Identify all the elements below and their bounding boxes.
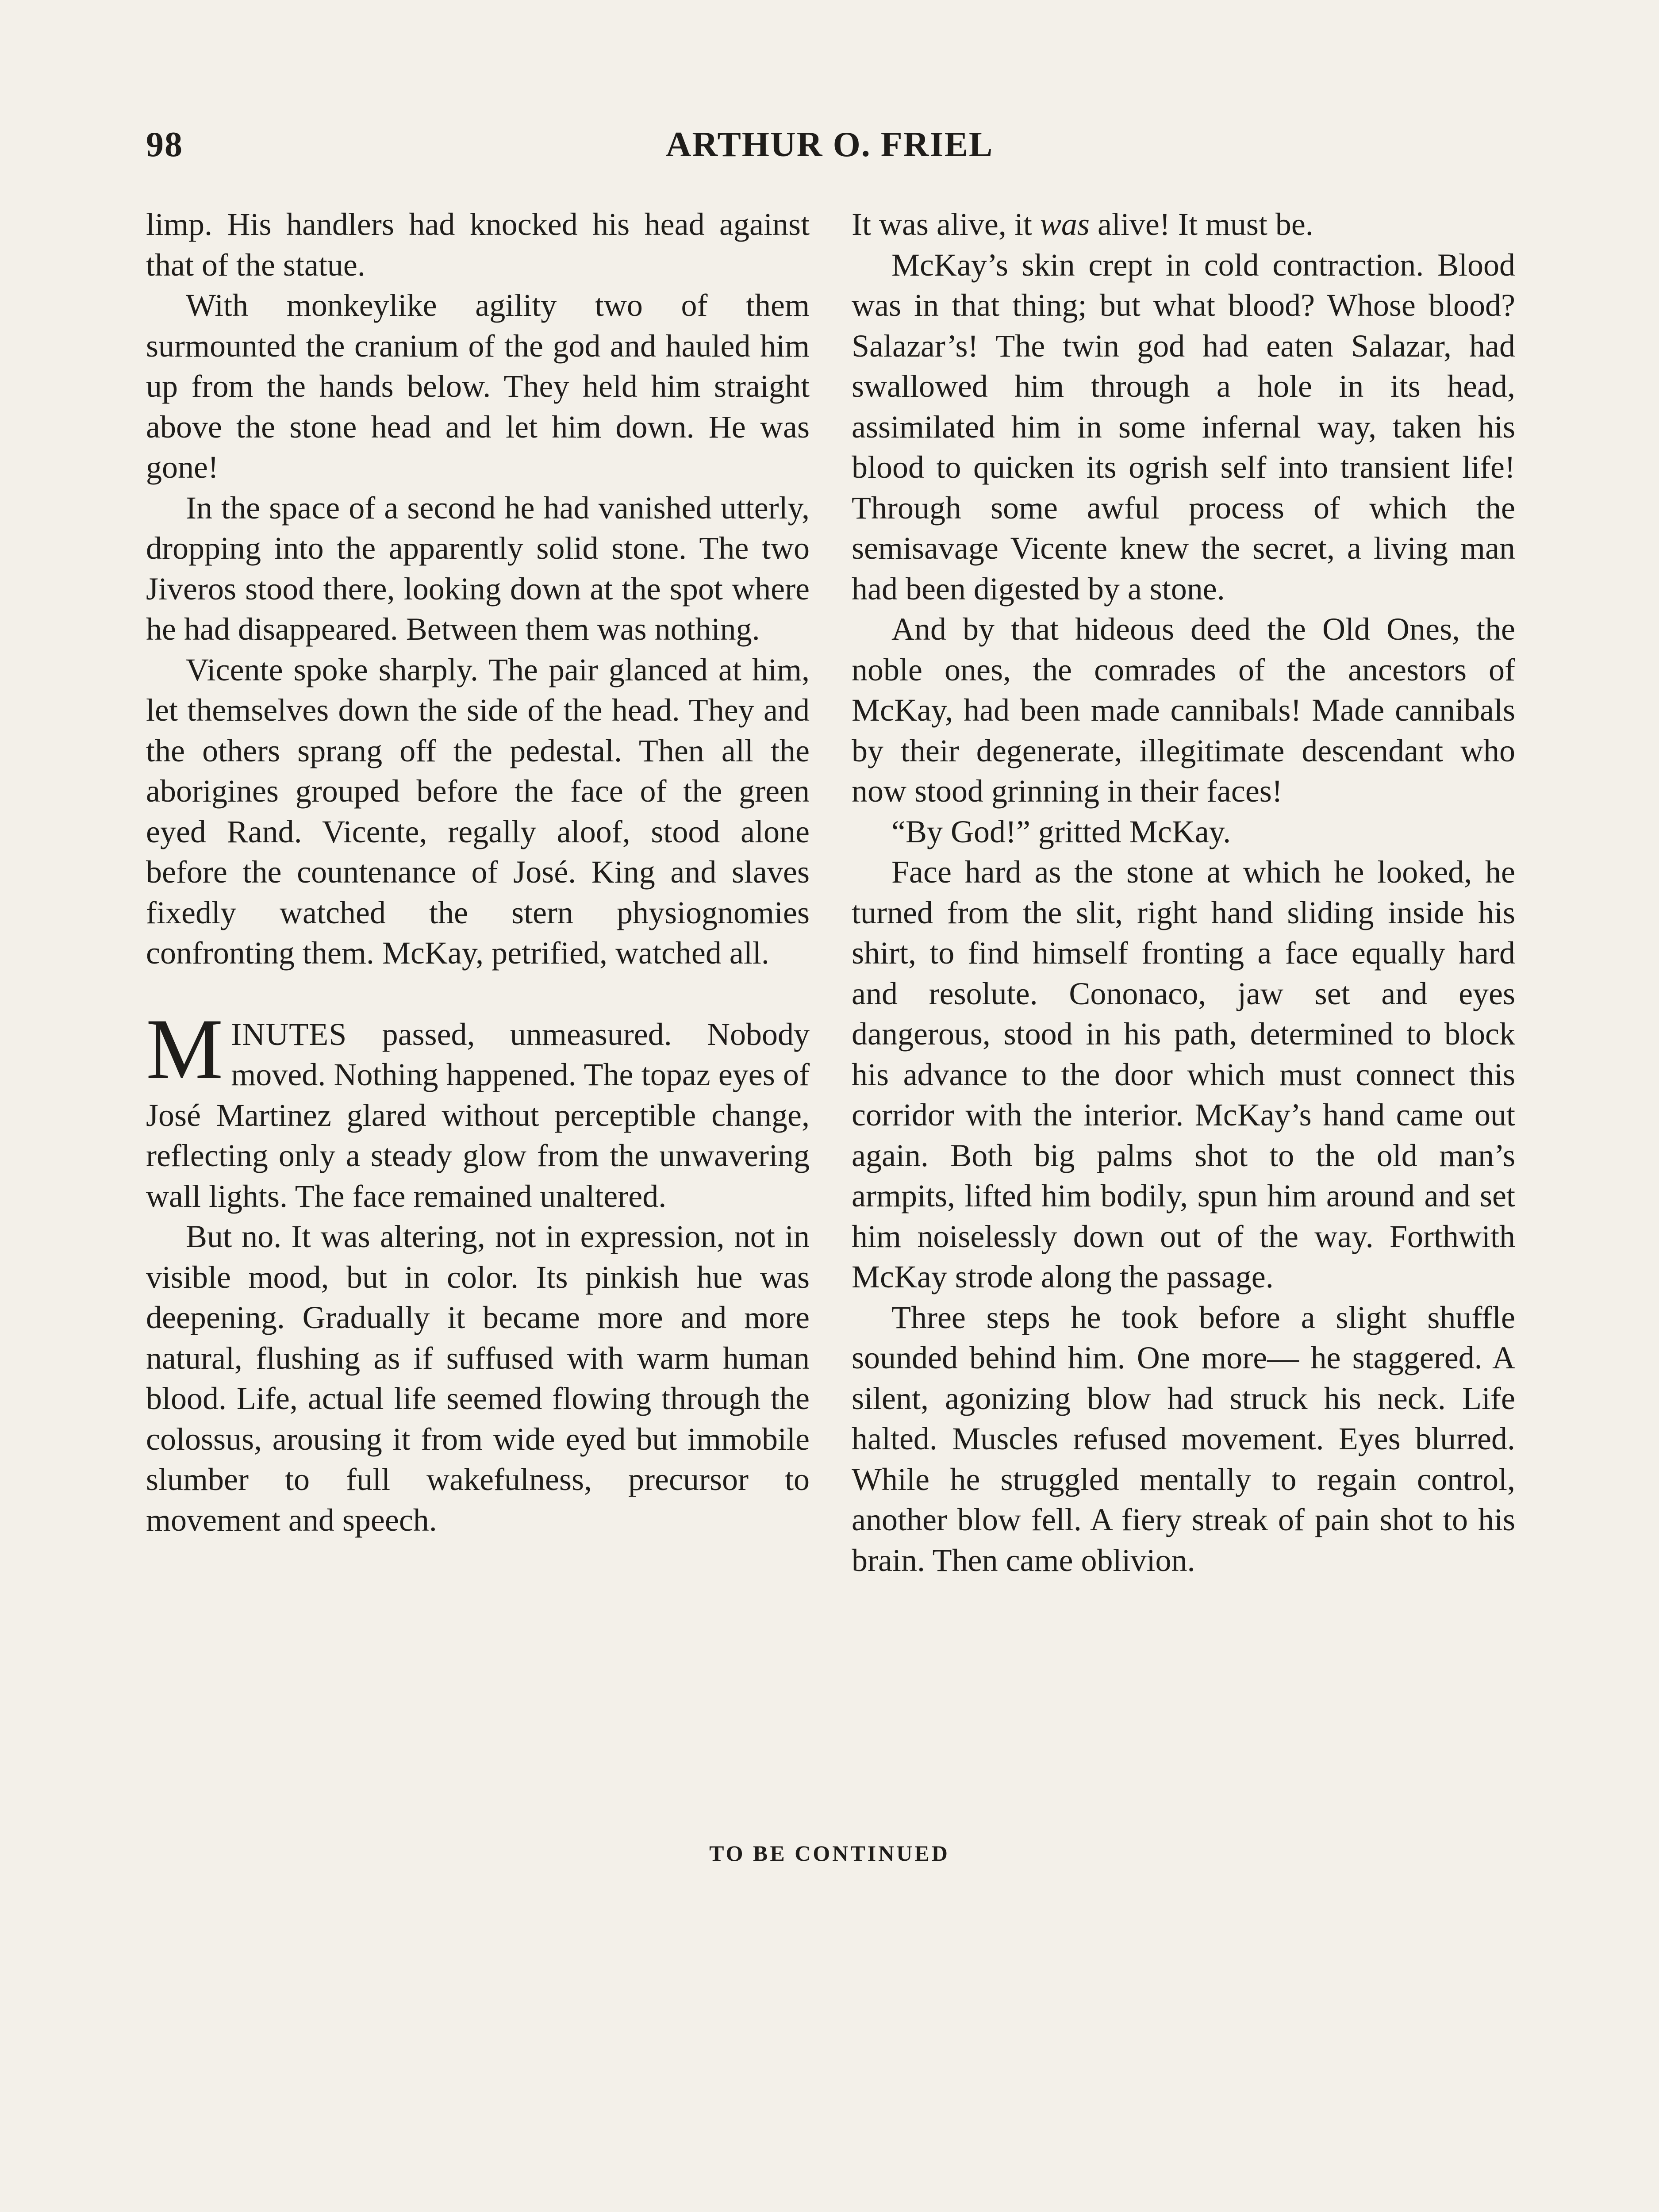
author-header: ARTHUR O. FRIEL [665,125,994,164]
running-head [146,125,1513,173]
paragraph: Face hard as the stone at which he looked, he turned from the slit, right hand sliding inside his shirt, to find himself fronting a face equally hard and resolute. Cononaco, jaw set and eyes dangerous, stood in his path, determined to block his advance to the door which must connect this corridor with the interior. McKay’s hand came out again. Both big palms shot to the old man’s armpits, lifted him bodily, spun him around and set him noiselessly down out of the way. Forthwith McKay strode along the passage. [852,854,1515,1294]
section-start-paragraph [146,1001,810,1217]
paragraph: And by that hideous deed the Old Ones, the noble ones, the comrades of the ancestors of McKay, had been made cannibals! Made cannibals by their degenerate, illegitimate descendant who now stood grinning in their faces! [852,611,1515,809]
right-column [852,204,1515,1581]
paragraph-text: It was alive, it [852,207,1040,242]
paragraph: But no. It was altering, not in expression, not in visible mood, but in color. Its pinkish hue was deepening. Gradually it became more and more natural, flushing as if suffused with warm human blood. Life, actual life seemed flowing through the colossus, arousing it from wide eyed but immobile slumber to full wakefulness, precursor to movement and speech. [146,1219,810,1538]
drop-cap: M [146,1001,223,1097]
paragraph: “By God!” gritted McKay. [891,814,1231,849]
paragraph-text: alive! It must be. [1089,207,1313,242]
paragraph: McKay’s skin crept in cold contraction. Blood was in that thing; but what blood? Whose blood? Salazar’s! The twin god had eaten Salazar, had swallowed him through a hole in its head, assimilated him in some infernal way, taken his blood to quicken its ogrish self into transient life! Through some awful process of which the semisavage Vicente knew the secret, a living man had been digested by a stone. [852,247,1515,607]
paragraph: With monkeylike agility two of them surmounted the cranium of the god and hauled him up from the hands below. They held him straight above the stone head and let him down. He was gone! [146,288,810,485]
small-caps-lead: INUTES [231,1016,347,1052]
paragraph: Three steps he took before a slight shuffle sounded behind him. One more— he staggered. A silent, agonizing blow had struck his neck. Life halted. Muscles refused movement. Eyes blurred. While he struggled mentally to regain control, another blow fell. A fiery streak of pain shot to his brain. Then came oblivion. [852,1299,1515,1578]
left-column [146,204,810,1540]
paragraph: limp. His handlers had knocked his head against that of the statue. [146,207,810,283]
emphasis: was [1040,207,1090,242]
page-number: 98 [146,125,183,164]
paragraph: In the space of a second he had vanished utterly, dropping into the apparently solid stone. The two Jiveros stood there, looking down at the spot where he had disappeared. Between them was nothing. [146,490,810,647]
to-be-continued: TO BE CONTINUED [709,1841,950,1866]
paragraph: Vicente spoke sharply. The pair glanced at him, let themselves down the side of the head. They and the others sprang off the pedestal. Then all the aborigines grouped before the face of the green eyed Rand. Vicente, regally aloof, stood alone before the countenance of José. King and slaves fixedly watched the stern physiognomies confronting them. McKay, petrified, watched all. [146,652,810,971]
paragraph [852,204,1515,245]
paragraph-text: passed, unmeasured. Nobody moved. Nothing happened. The topaz eyes of José Martinez glared without perceptible change, reflecting only a steady glow from the unwavering wall lights. The face remained unaltered. [146,1016,810,1214]
